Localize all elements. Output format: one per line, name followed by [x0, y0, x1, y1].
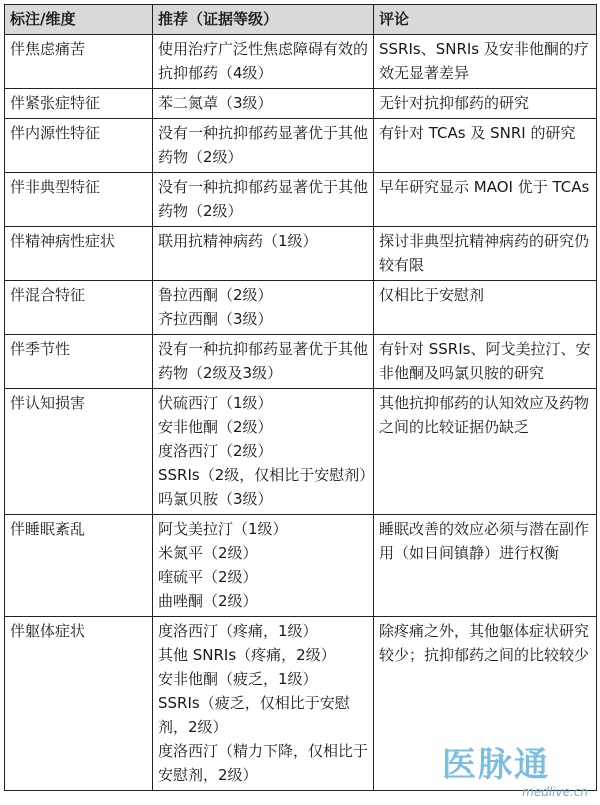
- specifier-cell: 伴焦虑痛苦: [5, 35, 153, 89]
- header-row: [5, 5, 597, 35]
- table-row: [5, 281, 597, 335]
- comment-cell: 其他抗抑郁药的认知效应及药物之间的比较证据仍缺乏: [374, 389, 597, 515]
- recommendation-cell: [153, 389, 374, 515]
- recommendation-cell: [153, 35, 374, 89]
- recommendation-cell: [153, 173, 374, 227]
- recommendation-item: 喹硫平（2级）: [158, 568, 258, 586]
- specifier-cell: 伴非典型特征: [5, 173, 153, 227]
- recommendation-item: 米氮平（2级）: [158, 544, 258, 562]
- table-row: [5, 389, 597, 515]
- recommendation-item: 苯二氮䓬（3级）: [158, 94, 273, 112]
- table-row: [5, 89, 597, 119]
- comment-cell: 仅相比于安慰剂: [374, 281, 597, 335]
- comment-cell: 探讨非典型抗精神病药的研究仍较有限: [374, 227, 597, 281]
- recommendation-item: 联用抗精神病药（1级）: [158, 232, 318, 250]
- recommendation-item: 度洛西汀（精力下降，仅相比于安慰剂，2级）: [158, 742, 369, 784]
- table-row: [5, 35, 597, 89]
- recommendation-item: 阿戈美拉汀（1级）: [158, 520, 288, 538]
- header-comment: 评论: [374, 5, 597, 35]
- recommendation-item: 没有一种抗抑郁药显著优于其他药物（2级）: [158, 178, 369, 220]
- recommendation-item: 其他 SNRIs（疼痛，2级）: [158, 646, 336, 664]
- specifier-cell: 伴认知损害: [5, 389, 153, 515]
- recommendation-item: 使用治疗广泛性焦虑障碍有效的抗抑郁药（4级）: [158, 40, 369, 82]
- recommendation-table: [4, 4, 597, 791]
- table-row: [5, 227, 597, 281]
- recommendation-cell: [153, 89, 374, 119]
- header-recommendation: 推荐（证据等级）: [153, 5, 374, 35]
- recommendation-item: 伏硫西汀（1级）: [158, 394, 273, 412]
- recommendation-item: 安非他酮（疲乏，1级）: [158, 670, 318, 688]
- table-row: [5, 515, 597, 617]
- specifier-cell: 伴混合特征: [5, 281, 153, 335]
- recommendation-item: 吗氯贝胺（3级）: [158, 490, 273, 508]
- recommendation-item: 度洛西汀（疼痛，1级）: [158, 622, 318, 640]
- recommendation-item: 没有一种抗抑郁药显著优于其他药物（2级及3级）: [158, 340, 369, 382]
- comment-cell: 有针对 SSRIs、阿戈美拉汀、安非他酮及吗氯贝胺的研究: [374, 335, 597, 389]
- specifier-cell: 伴内源性特征: [5, 119, 153, 173]
- specifier-cell: 伴精神病性症状: [5, 227, 153, 281]
- comment-cell: 有针对 TCAs 及 SNRI 的研究: [374, 119, 597, 173]
- recommendation-cell: [153, 335, 374, 389]
- specifier-cell: 伴紧张症特征: [5, 89, 153, 119]
- recommendation-item: 没有一种抗抑郁药显著优于其他药物（2级）: [158, 124, 369, 166]
- table-row: [5, 173, 597, 227]
- recommendation-cell: [153, 617, 374, 791]
- comment-cell: 早年研究显示 MAOI 优于 TCAs: [374, 173, 597, 227]
- recommendation-item: SSRIs（疲乏，仅相比于安慰剂，2级）: [158, 694, 350, 736]
- watermark: [442, 737, 592, 799]
- specifier-cell: 伴季节性: [5, 335, 153, 389]
- recommendation-item: 安非他酮（2级）: [158, 418, 273, 436]
- comment-cell: 睡眠改善的效应必须与潜在副作用（如日间镇静）进行权衡: [374, 515, 597, 617]
- comment-cell: 无针对抗抑郁药的研究: [374, 89, 597, 119]
- specifier-cell: 伴躯体症状: [5, 617, 153, 791]
- header-specifier: 标注/维度: [5, 5, 153, 35]
- recommendation-cell: [153, 515, 374, 617]
- recommendation-item: 齐拉西酮（3级）: [158, 310, 273, 328]
- comment-cell: SSRIs、SNRIs 及安非他酮的疗效无显著差异: [374, 35, 597, 89]
- recommendation-cell: [153, 227, 374, 281]
- recommendation-cell: [153, 281, 374, 335]
- recommendation-item: SSRIs（2级，仅相比于安慰剂）: [158, 466, 375, 484]
- recommendation-item: 曲唑酮（2级）: [158, 592, 258, 610]
- recommendation-cell: [153, 119, 374, 173]
- specifier-cell: 伴睡眠紊乱: [5, 515, 153, 617]
- table-row: [5, 119, 597, 173]
- comment-cell: 除疼痛之外，其他躯体症状研究较少；抗抑郁药之间的比较较少: [374, 617, 597, 791]
- watermark-logo: 医脉通: [442, 745, 550, 785]
- watermark-url: medlive.cn: [522, 785, 588, 799]
- table-row: [5, 335, 597, 389]
- recommendation-item: 鲁拉西酮（2级）: [158, 286, 273, 304]
- recommendation-item: 度洛西汀（2级）: [158, 442, 273, 460]
